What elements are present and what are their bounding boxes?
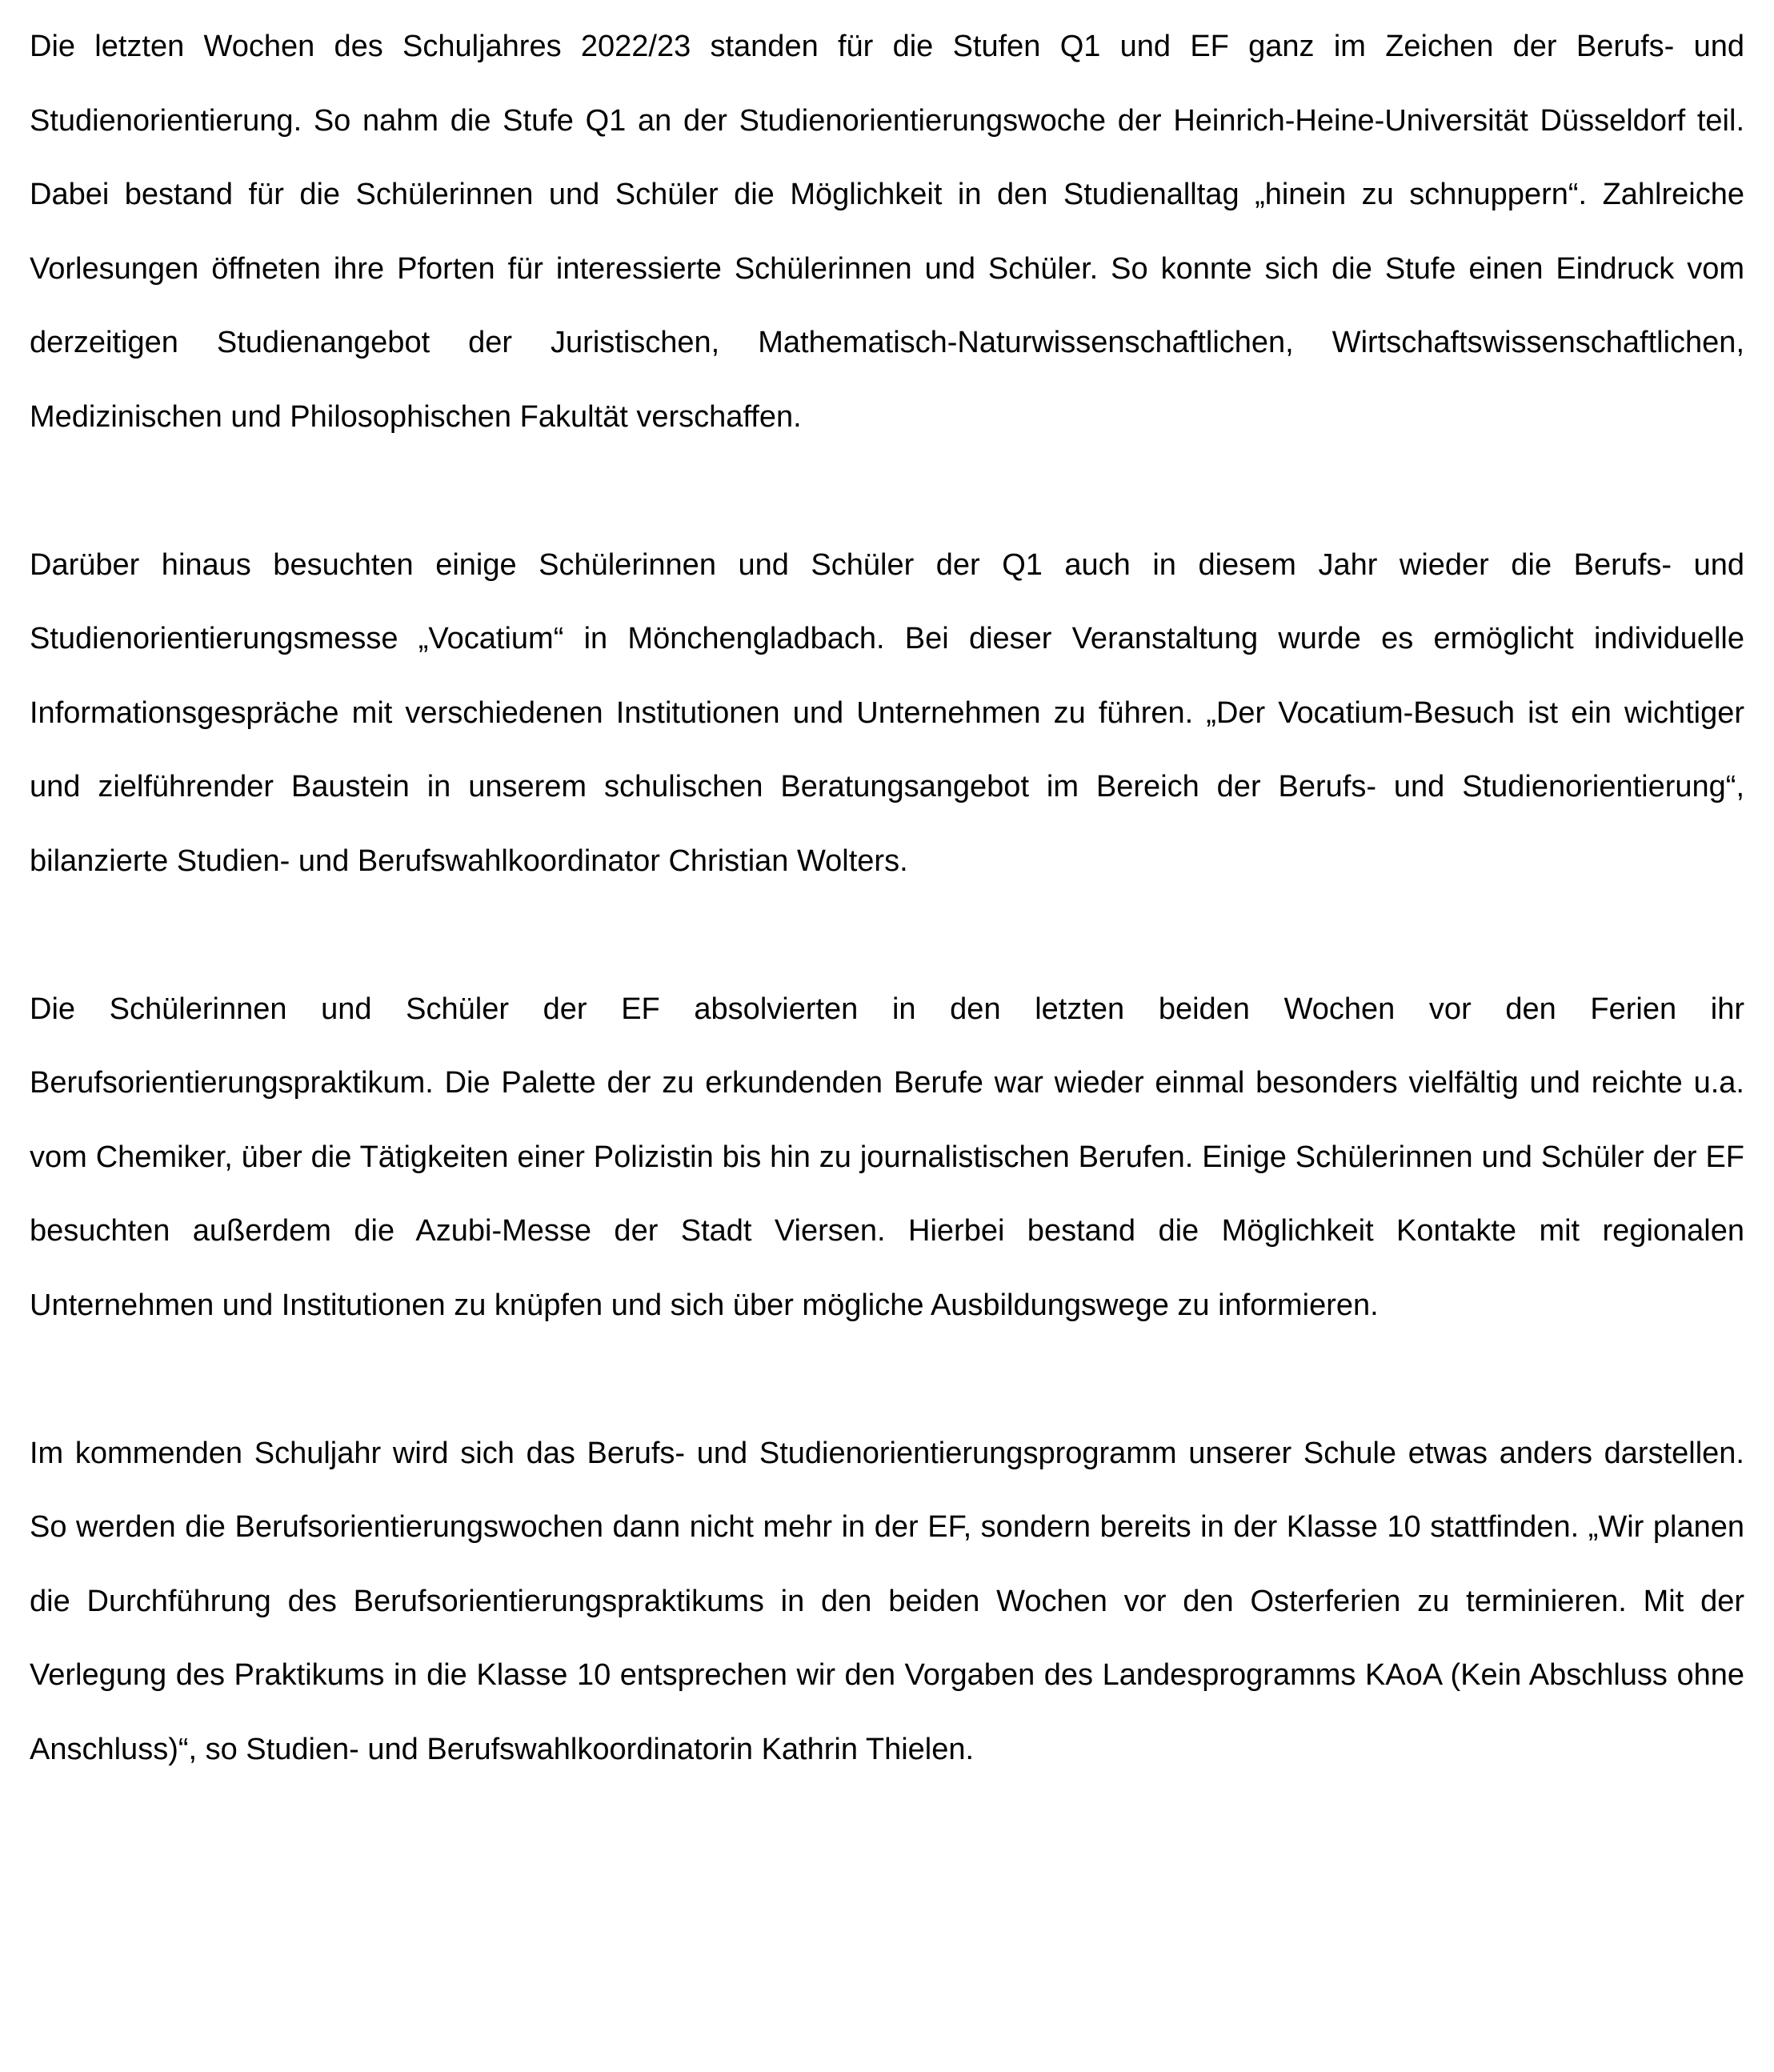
paragraph-kommendes-schuljahr: Im kommenden Schuljahr wird sich das Berufs- und Studienorientierungsprogramm unserer Schule etwas anders darstellen. So werden die Berufsorientierungswochen dann nicht mehr in der EF, sondern bereits in der Klasse 10 stattfinden. „Wir planen die Durchführung des Berufsorientierungspraktikums in den beiden Wochen vor den Osterferien zu terminieren. Mit der Verlegung des Praktikums in die Klasse 10 entsprechen wir den Vorgaben des Landesprogramms KAoA (Kein Abschluss ohne Anschluss)“, so Studien- und Berufswahlkoordinatorin Kathrin Thielen. [30,1436,1744,1766]
document-page [30,10,1744,1786]
paragraph-vocatium: Darüber hinaus besuchten einige Schülerinnen und Schüler der Q1 auch in diesem Jahr wieder die Berufs- und Studienorientierungsmesse „Vocatium“ in Mönchengladbach. Bei dieser Veranstaltung wurde es ermöglicht individuelle Informationsgespräche mit verschiedenen Institutionen und Unternehmen zu führen. „Der Vocatium-Besuch ist ein wichtiger und zielführender Baustein in unserem schulischen Beratungsangebot im Bereich der Berufs- und Studienorientierung“, bilanzierte Studien- und Berufswahlkoordinator Christian Wolters. [30,547,1744,878]
paragraph-berufsorientierungspraktikum: Die Schülerinnen und Schüler der EF absolvierten in den letzten beiden Wochen vor den Ferien ihr Berufsorientierungspraktikum. Die Palette der zu erkundenden Berufe war wieder einmal besonders vielfältig und reichte u.a. vom Chemiker, über die Tätigkeiten einer Polizistin bis hin zu journalistischen Berufen. Einige Schülerinnen und Schüler der EF besuchten außerdem die Azubi-Messe der Stadt Viersen. Hierbei bestand die Möglichkeit Kontakte mit regionalen Unternehmen und Institutionen zu knüpfen und sich über mögliche Ausbildungswege zu informieren. [30,992,1744,1322]
paragraph-studienorientierungswoche: Die letzten Wochen des Schuljahres 2022/23 standen für die Stufen Q1 und EF ganz im Zeichen der Berufs- und Studienorientierung. So nahm die Stufe Q1 an der Studienorientierungswoche der Heinrich-Heine-Universität Düsseldorf teil. Dabei bestand für die Schülerinnen und Schüler die Möglichkeit in den Studienalltag „hinein zu schnuppern“. Zahlreiche Vorlesungen öffneten ihre Pforten für interessierte Schülerinnen und Schüler. So konnte sich die Stufe einen Eindruck vom derzeitigen Studienangebot der Juristischen, Mathematisch-Naturwissenschaftlichen, Wirtschaftswissenschaftlichen, Medizinischen und Philosophischen Fakultät verschaffen. [30,30,1744,434]
